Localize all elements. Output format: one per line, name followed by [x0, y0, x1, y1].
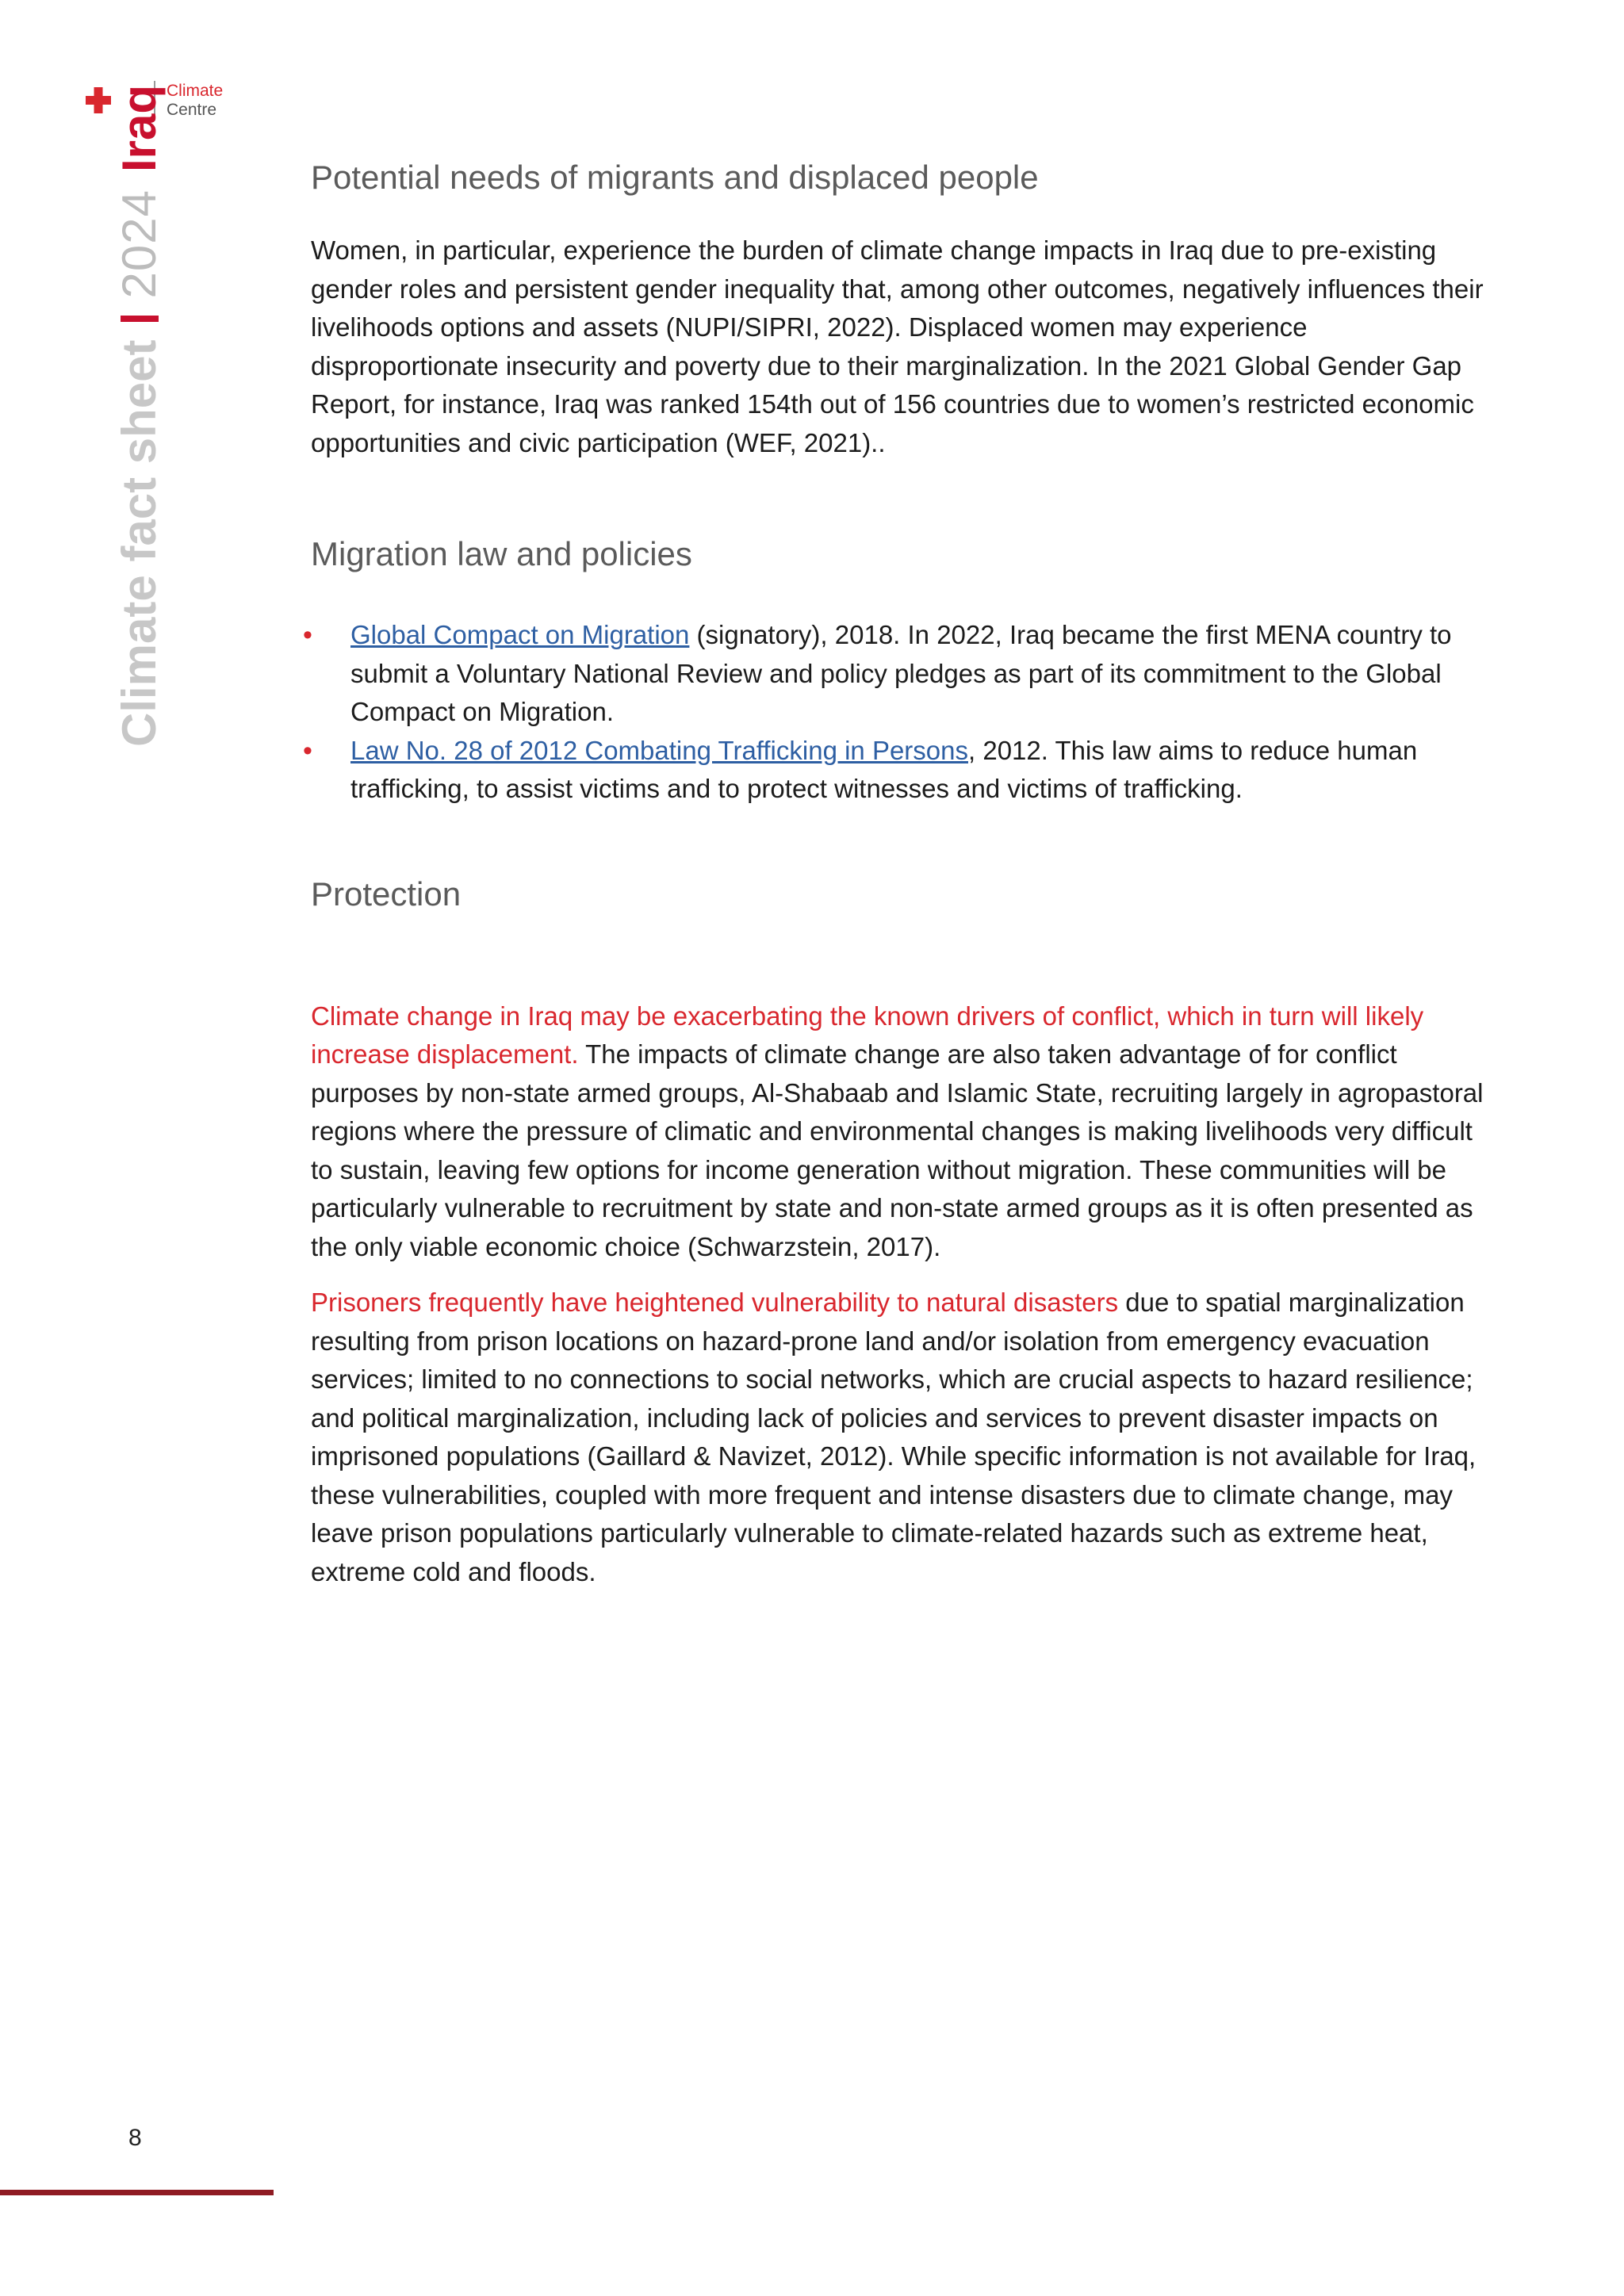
logo-wordmark: [167, 82, 223, 120]
page-number: 8: [128, 2125, 142, 2151]
paragraph-text: The impacts of climate change are also taken advantage of for conflict purposes by non-state armed groups, Al-Shabaab and Islamic State, recruiting largely in agropastoral regions where the pressure of climatic and environmental changes is making livelihoods very difficult to sustain, leaving few options for income generation without migration. These communities will be particularly vulnerable to recruitment by state and non-state armed groups as it is often presented as the only viable economic choice (Schwarzstein, 2017).: [311, 1039, 1484, 1261]
paragraph-protection-prisoners: [311, 1284, 1484, 1591]
link-global-compact[interactable]: Global Compact on Migration: [350, 620, 690, 649]
main-content: [303, 155, 1484, 1591]
list-item-text: (signatory), 2018. In 2022, Iraq became the first MENA country to submit a Voluntary National Review and policy pledges as part of its commitment to the Global Compact on Migration.: [350, 620, 1452, 726]
highlight-text: Climate change in Iraq may be exacerbating the known drivers of conflict, which in turn will likely increase displacement.: [311, 1001, 1424, 1069]
paragraph-protection-conflict: [311, 997, 1484, 1267]
side-title: [113, 84, 166, 747]
footer-rule: [0, 2190, 274, 2195]
logo-line-2: Centre: [167, 101, 217, 119]
side-title-year: 2024: [113, 189, 166, 299]
law-list: [303, 616, 1484, 809]
heading-protection: Protection: [311, 874, 462, 913]
side-title-divider: [121, 316, 159, 322]
highlight-text: Prisoners frequently have heightened vulnerability to natural disasters: [311, 1288, 1119, 1317]
bullet-icon: •: [303, 620, 312, 650]
list-item-text: , 2012. This law aims to reduce human trafficking, to assist victims and to protect witnesses and victims of trafficking.: [350, 735, 1418, 803]
paragraph-migrants: Women, in particular, experience the burden of climate change impacts in Iraq due to pre-existing gender roles and persistent gender inequality that, among other outcomes, negatively influences their livelihoods options and assets (NUPI/SIPRI, 2022). Displaced women may experience disproportionate insecurity and poverty due to their marginalization. In the 2021 Global Gender Gap Report, for instance, Iraq was ranked 154th out of 156 countries due to women’s restricted economic opportunities and civic participation (WEF, 2021)..: [311, 235, 1484, 457]
link-trafficking-law[interactable]: Law No. 28 of 2012 Combating Trafficking in Persons: [350, 735, 968, 765]
heading-migrants: Potential needs of migrants and displaced people: [311, 159, 1039, 196]
list-item: [303, 616, 1484, 732]
heading-migration-law: Migration law and policies: [311, 535, 692, 572]
paragraph-text: due to spatial marginalization resulting from prison locations on hazard-prone land and/or isolation from emergency evacuation services; limited to no connections to social networks, which are crucial aspects to hazard resilience; and political marginalization, including lack of policies and services to prevent disaster impacts on imprisoned populations (Gaillard & Navizet, 2012). While specific information is not available for Iraq, these vulnerabilities, coupled with more frequent and intense disasters due to climate change, may leave prison populations particularly vulnerable to climate-related hazards such as extreme heat, extreme cold and floods.: [311, 1288, 1477, 1586]
logo-line-1: Climate: [167, 82, 224, 100]
bullet-icon: •: [303, 735, 312, 766]
side-title-series: Climate fact sheet: [113, 339, 166, 747]
list-item: [303, 732, 1484, 809]
side-title-country: Iraq: [113, 84, 166, 172]
